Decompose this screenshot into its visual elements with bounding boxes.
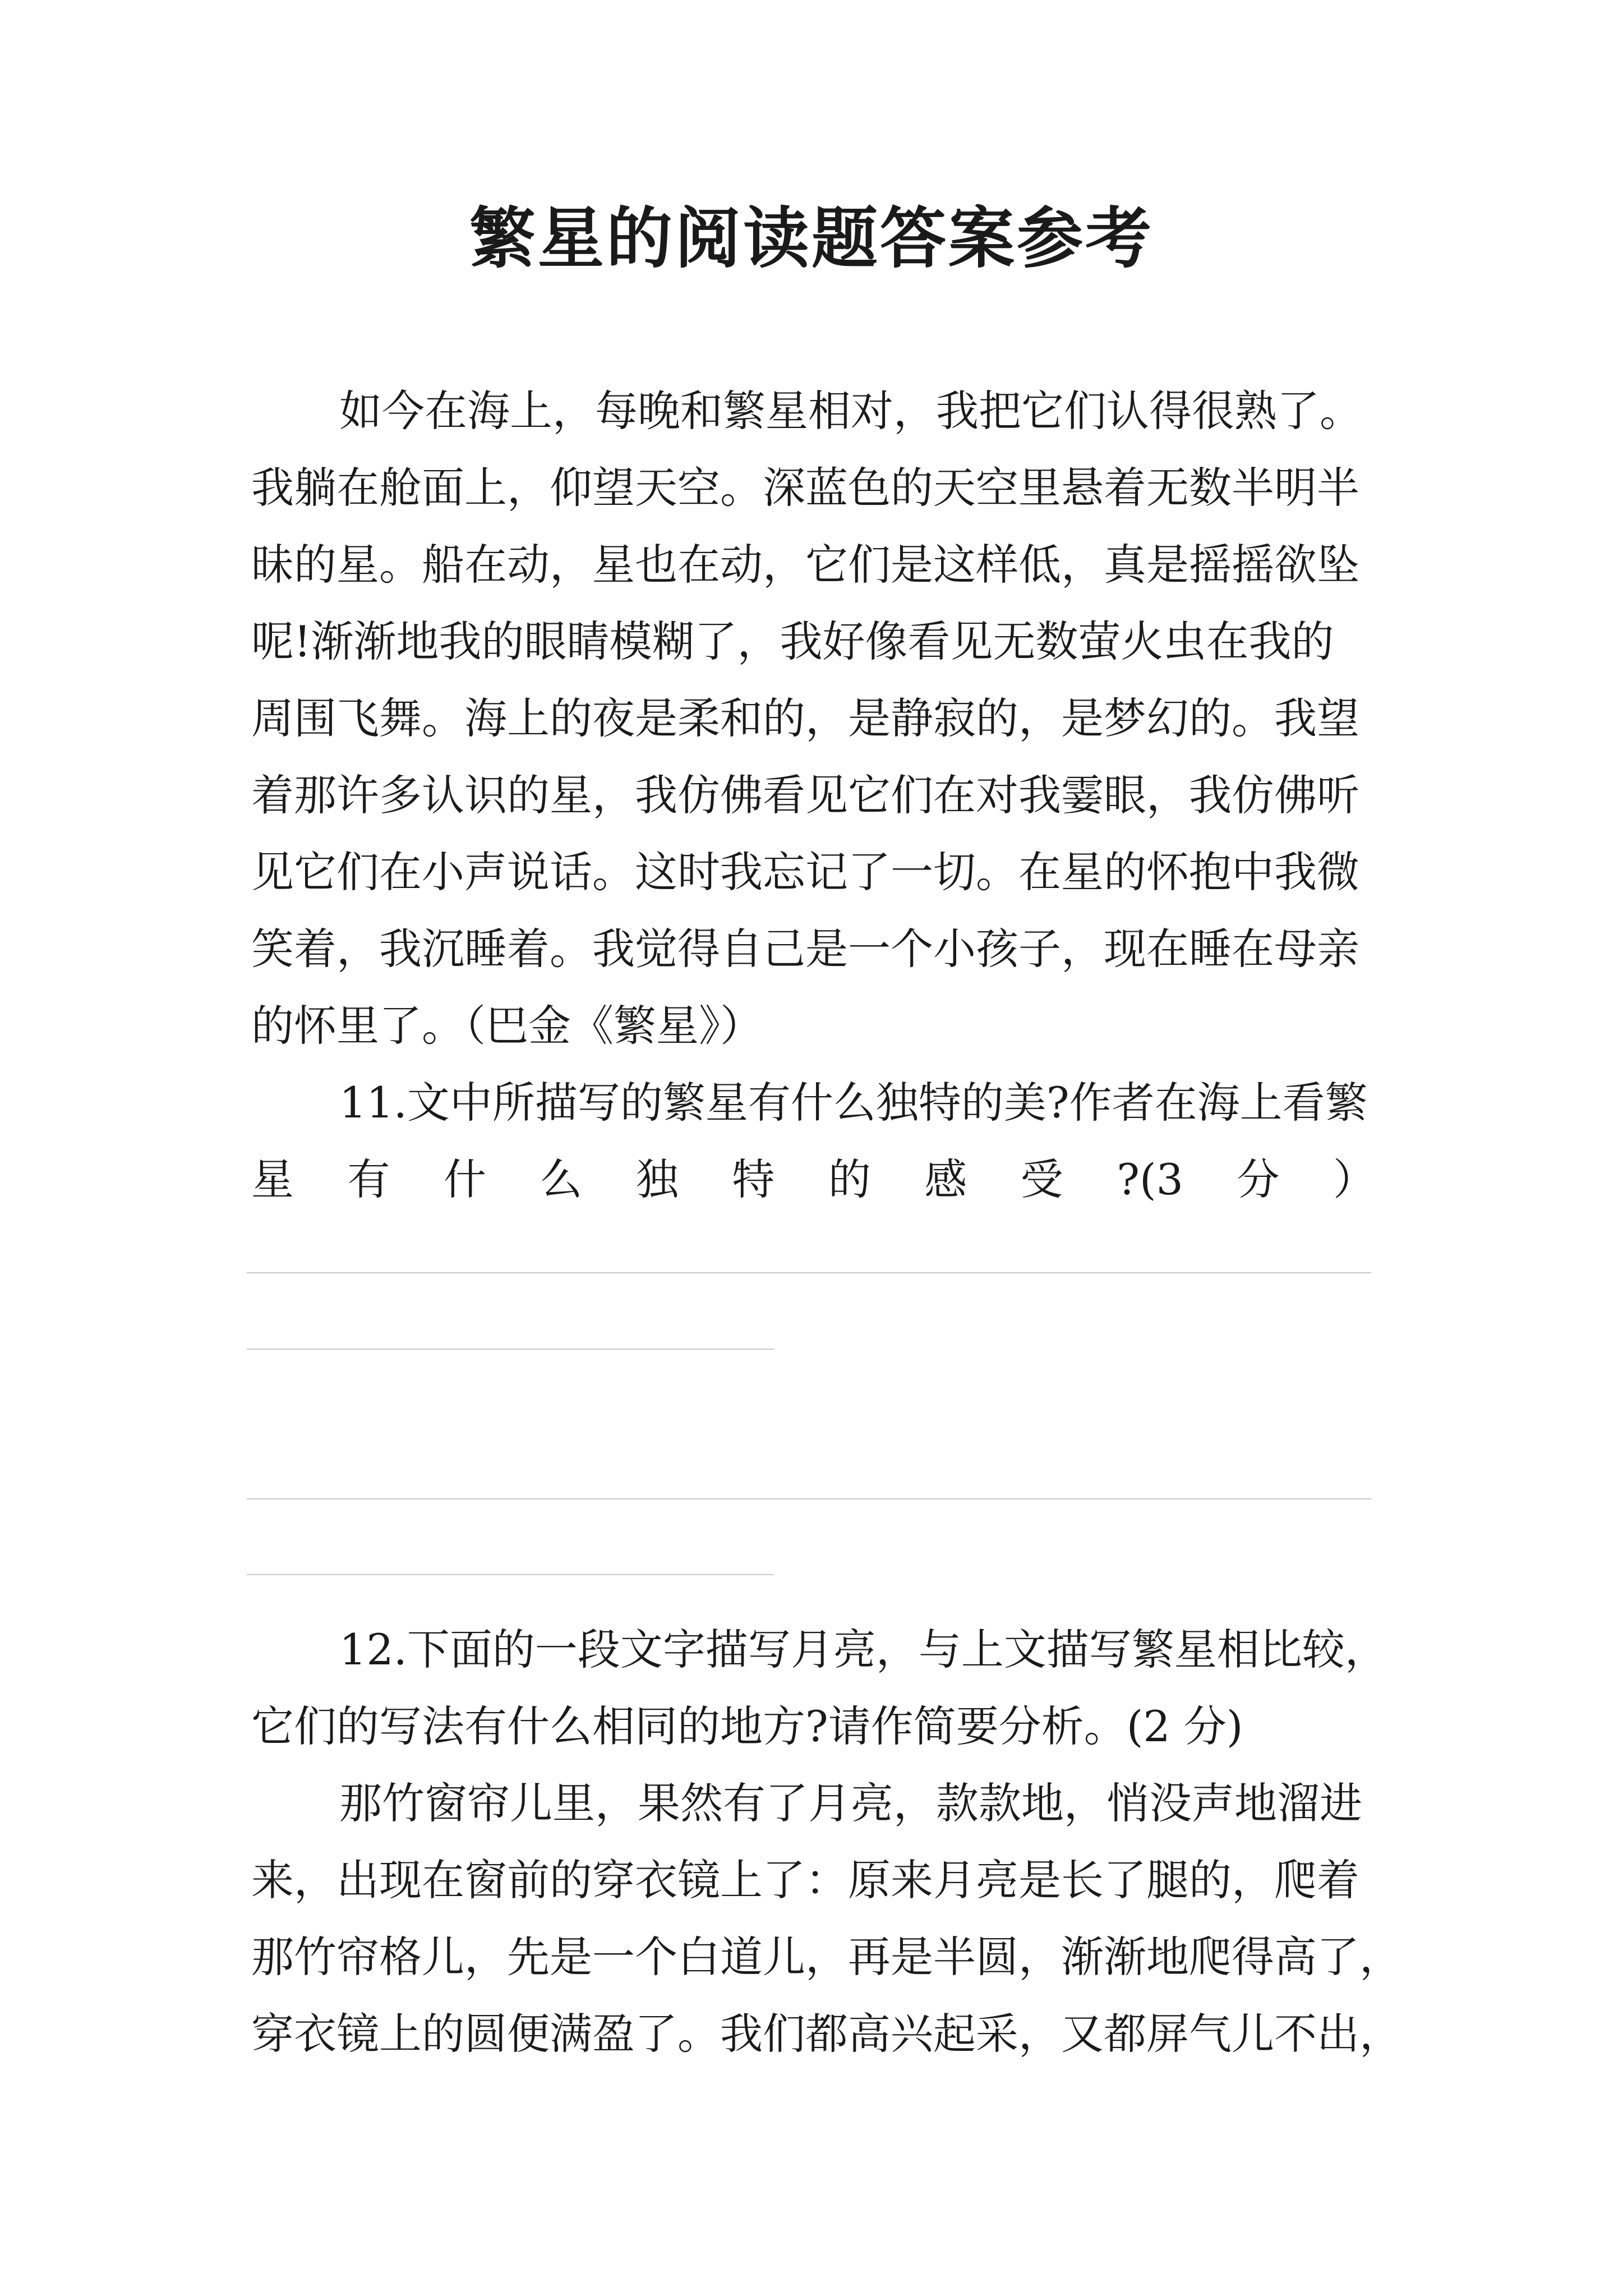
excerpt-line: 那竹帘格儿，先是一个白道儿，再是半圆，渐渐地爬得高了，	[251, 1932, 1402, 1982]
q11-char: 受	[1020, 1154, 1063, 1204]
q11-char: 星	[251, 1154, 294, 1204]
passage-line: 我躺在舱面上，仰望天空。深蓝色的天空里悬着无数半明半	[251, 463, 1359, 513]
q11-char: 分	[1237, 1154, 1280, 1204]
passage-line: 呢!渐渐地我的眼睛模糊了，我好像看见无数萤火虫在我的	[251, 616, 1334, 666]
answer-line[interactable]	[247, 1498, 1371, 1499]
q11-char: 什	[443, 1154, 486, 1204]
question-12-text: 12.下面的一段文字描写月亮，与上文描写繁星相比较，	[339, 1625, 1387, 1674]
passage-line: 见它们在小声说话。这时我忘记了一切。在星的怀抱中我微	[251, 847, 1359, 897]
q11-char: 感	[924, 1154, 967, 1204]
question-12-text: 它们的写法有什么相同的地方?请作简要分析。(2 分)	[251, 1701, 1243, 1751]
q11-char: 特	[732, 1154, 775, 1204]
passage-line: 如今在海上，每晚和繁星相对，我把它们认得很熟了。	[339, 386, 1362, 436]
q11-char: 有	[347, 1154, 390, 1204]
question-11-text: 11.文中所描写的繁星有什么独特的美?作者在海上看繁	[339, 1078, 1368, 1128]
answer-line[interactable]	[247, 1272, 1371, 1273]
passage-line: 昧的星。船在动，星也在动，它们是这样低，真是摇摇欲坠	[251, 540, 1359, 590]
question-11-continuation	[251, 1154, 1376, 1204]
excerpt-line: 穿衣镜上的圆便满盈了。我们都高兴起采，又都屏气儿不出，	[251, 2009, 1402, 2059]
answer-line[interactable]	[247, 1574, 774, 1575]
passage-citation: 的怀里了。（巴金《繁星》）	[251, 1001, 763, 1051]
q11-char: ）	[1332, 1154, 1376, 1204]
q11-char: 独	[635, 1154, 679, 1204]
document-title: 繁星的阅读题答案参考	[469, 199, 1154, 277]
passage-line: 笑着，我沉睡着。我觉得自己是一个小孩子，现在睡在母亲	[251, 924, 1359, 974]
excerpt-line: 来，出现在窗前的穿衣镜上了：原来月亮是长了腿的，爬着	[251, 1855, 1359, 1905]
q11-char: ?(3	[1117, 1154, 1183, 1204]
answer-line[interactable]	[247, 1349, 774, 1350]
passage-line: 着那许多认识的星，我仿佛看见它们在对我霎眼，我仿佛听	[251, 770, 1359, 820]
q11-char: 的	[828, 1154, 871, 1204]
excerpt-line: 那竹窗帘儿里，果然有了月亮，款款地，悄没声地溜进	[339, 1778, 1362, 1828]
passage-line: 周围飞舞。海上的夜是柔和的，是静寂的，是梦幻的。我望	[251, 693, 1359, 743]
q11-char: 么	[540, 1154, 583, 1204]
